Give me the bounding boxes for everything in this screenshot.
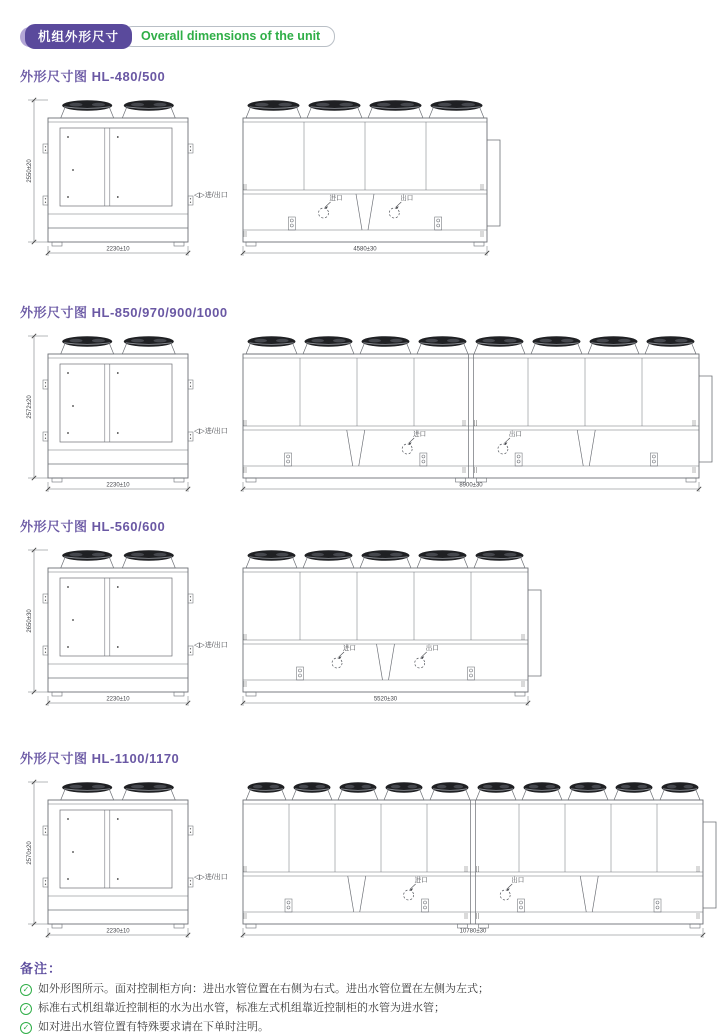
section-title: 外形尺寸图 HL-480/500	[20, 68, 166, 84]
outlet-label: 出口	[400, 194, 414, 202]
side-port-label: ◁▷进/出口	[194, 427, 228, 435]
inlet-label: 进口	[343, 644, 357, 652]
inlet-label: 进口	[329, 194, 343, 202]
check-icon: ✓	[20, 984, 32, 996]
side-port-label: ◁▷进/出口	[194, 873, 228, 881]
section-title: 外形尺寸图 HL-850/970/900/1000	[20, 304, 228, 320]
diagram-row	[20, 540, 706, 718]
side-width-dim: 2230±10	[106, 246, 130, 252]
notes-section	[20, 958, 706, 1036]
side-view-drawing	[20, 90, 228, 268]
side-height-dim: 2570±20	[27, 840, 33, 865]
check-icon: ✓	[20, 1003, 32, 1015]
side-port-label: ◁▷进/出口	[194, 191, 228, 199]
page-header	[20, 24, 706, 52]
note-item	[20, 1020, 706, 1035]
note-text: 如外形图所示。面对控制柜方向：进出水管位置在右侧为右式。进出水管位置在左侧为左式；	[38, 982, 489, 995]
note-text: 标准右式机组靠近控制柜的水为出水管，标准左式机组靠近控制柜的水管为进水管；	[38, 1001, 445, 1014]
side-view-drawing	[20, 772, 228, 950]
outlet-label: 出口	[425, 644, 439, 652]
note-item	[20, 982, 706, 997]
inlet-label: 进口	[414, 876, 428, 884]
front-width-dim: 10780±30	[459, 928, 487, 934]
header-tag-english: Overall dimensions of the unit	[122, 26, 335, 47]
side-height-dim: 2572±20	[27, 394, 33, 419]
front-width-dim: 4580±30	[353, 246, 377, 252]
front-view-drawing	[237, 326, 719, 504]
check-icon: ✓	[20, 1022, 32, 1034]
outlet-label: 出口	[508, 430, 522, 438]
side-port-label: ◁▷进/出口	[194, 641, 228, 649]
diagram-row	[20, 90, 706, 268]
section-hl-850-970-900-1000	[20, 302, 706, 504]
side-width-dim: 2230±10	[106, 482, 130, 488]
inlet-label: 进口	[413, 430, 427, 438]
outlet-label: 出口	[511, 876, 525, 884]
side-width-dim: 2230±10	[106, 696, 130, 702]
note-text: 如对进出水管位置有特殊要求请在下单时注明。	[38, 1021, 269, 1034]
side-width-dim: 2230±10	[106, 928, 130, 934]
section-hl-560-600	[20, 516, 706, 718]
front-view-drawing	[237, 540, 548, 718]
section-title: 外形尺寸图 HL-1100/1170	[20, 750, 180, 766]
front-width-dim: 5520±30	[373, 696, 398, 702]
diagram-row	[20, 326, 706, 504]
side-height-dim: 2650±30	[27, 608, 33, 633]
note-item	[20, 1001, 706, 1016]
section-hl-1100-1170	[20, 748, 706, 950]
section-title: 外形尺寸图 HL-560/600	[20, 518, 166, 534]
front-width-dim: 8900±30	[459, 482, 483, 488]
header-tag-chinese: 机组外形尺寸	[25, 24, 132, 49]
section-tag	[20, 24, 335, 49]
side-height-dim: 2550±20	[27, 158, 33, 183]
diagram-row	[20, 772, 706, 950]
side-view-drawing	[20, 326, 228, 504]
section-hl-480-500	[20, 66, 706, 268]
notes-title: 备注：	[20, 960, 63, 976]
front-view-drawing	[237, 772, 720, 950]
front-view-drawing	[237, 90, 507, 268]
side-view-drawing	[20, 540, 228, 718]
